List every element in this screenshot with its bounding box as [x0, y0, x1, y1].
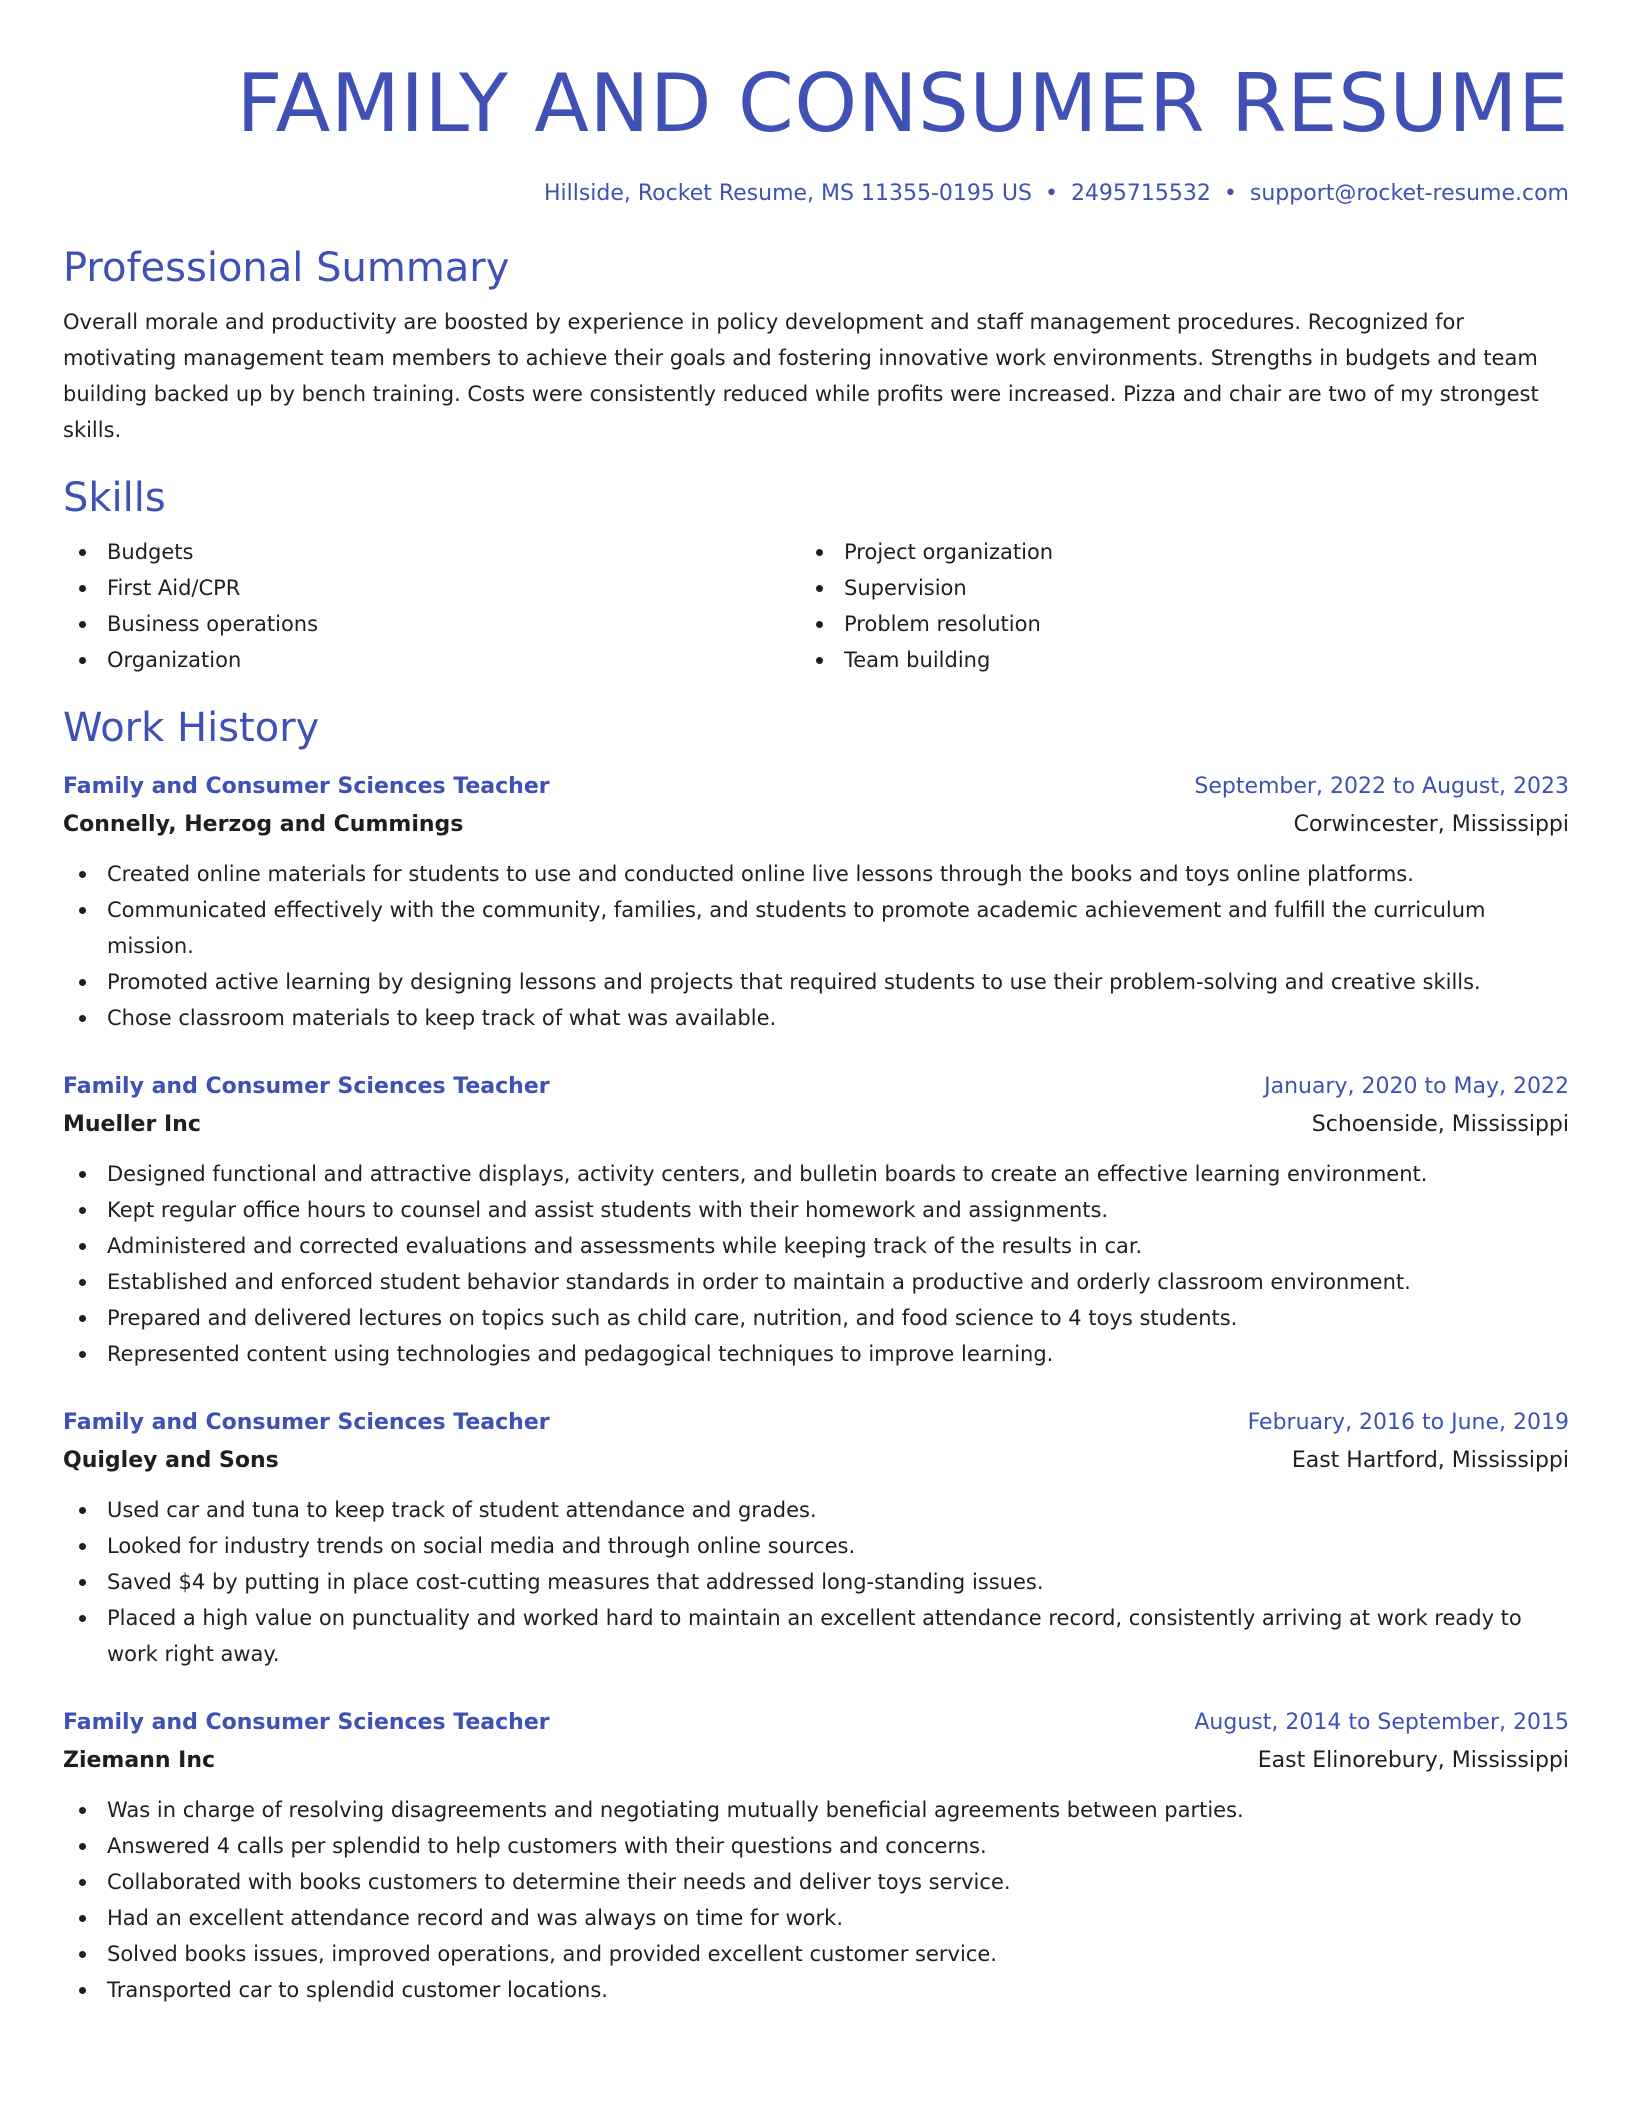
- job-bullet: Used car and tuna to keep track of student attendance and grades.: [63, 1492, 1569, 1528]
- job-title: Family and Consumer Sciences Teacher: [63, 1410, 550, 1435]
- contact-email: support@rocket-resume.com: [1249, 181, 1569, 206]
- job-company: Connelly, Herzog and Cummings: [63, 812, 464, 837]
- job-location: Schoenside, Mississippi: [1311, 1112, 1569, 1137]
- job-bullet: Chose classroom materials to keep track of what was available.: [63, 1000, 1569, 1036]
- job-title-row: [63, 1404, 1569, 1442]
- job-location: East Hartford, Mississippi: [1291, 1448, 1569, 1473]
- job-entry: [63, 768, 1569, 1036]
- skills-list: [63, 534, 1569, 678]
- job-dates: February, 2016 to June, 2019: [1247, 1410, 1569, 1435]
- skill-item: Supervision: [800, 570, 1537, 606]
- job-dates: August, 2014 to September, 2015: [1194, 1710, 1569, 1735]
- skill-item: Team building: [800, 642, 1537, 678]
- job-bullets: [63, 1492, 1569, 1672]
- job-bullet: Prepared and delivered lectures on topics such as child care, nutrition, and food science to 4 toys students.: [63, 1300, 1569, 1336]
- job-company: Ziemann Inc: [63, 1748, 216, 1773]
- job-bullet: Saved $4 by putting in place cost-cutting measures that addressed long-standing issues.: [63, 1564, 1569, 1600]
- skill-item: Budgets: [63, 534, 800, 570]
- job-dates: September, 2022 to August, 2023: [1194, 774, 1569, 799]
- job-bullet: Created online materials for students to use and conducted online live lessons through the books and toys online platforms.: [63, 856, 1569, 892]
- job-company-row: [63, 1742, 1569, 1780]
- job-bullet: Transported car to splendid customer locations.: [63, 1972, 1569, 2008]
- work-history-heading: Work History: [63, 705, 320, 751]
- job-bullet: Looked for industry trends on social media and through online sources.: [63, 1528, 1569, 1564]
- resume-name: FAMILY AND CONSUMER RESUME: [236, 57, 1569, 150]
- job-title: Family and Consumer Sciences Teacher: [63, 774, 550, 799]
- job-bullet: Kept regular office hours to counsel and assist students with their homework and assignments.: [63, 1192, 1569, 1228]
- skills-column-left: [63, 534, 800, 678]
- skill-item: First Aid/CPR: [63, 570, 800, 606]
- job-entry: [63, 1704, 1569, 2008]
- job-bullet: Placed a high value on punctuality and worked hard to maintain an excellent attendance record, consistently arriving at work ready to work right away.: [63, 1600, 1569, 1672]
- job-dates: January, 2020 to May, 2022: [1264, 1074, 1569, 1099]
- job-company: Mueller Inc: [63, 1112, 201, 1137]
- job-title: Family and Consumer Sciences Teacher: [63, 1710, 550, 1735]
- contact-phone: 2495715532: [1070, 181, 1211, 206]
- skills-column-right: [800, 534, 1537, 678]
- job-entry: [63, 1404, 1569, 1672]
- contact-line: [63, 178, 1569, 210]
- job-bullets: [63, 1156, 1569, 1372]
- job-bullet: Established and enforced student behavior standards in order to maintain a productive and orderly classroom environment.: [63, 1264, 1569, 1300]
- job-bullet: Represented content using technologies and pedagogical techniques to improve learning.: [63, 1336, 1569, 1372]
- job-bullet: Solved books issues, improved operations, and provided excellent customer service.: [63, 1936, 1569, 1972]
- job-bullet: Promoted active learning by designing lessons and projects that required students to use their problem-solving and creative skills.: [63, 964, 1569, 1000]
- contact-address: Hillside, Rocket Resume, MS 11355-0195 US: [543, 181, 1032, 206]
- summary-heading: Professional Summary: [63, 245, 510, 291]
- job-entry: [63, 1068, 1569, 1372]
- resume-header: [63, 52, 1569, 210]
- summary-text: Overall morale and productivity are boosted by experience in policy development and staff management procedures. Recognized for motivating management team members to achieve their goals and fostering innovative work environments. Strengths in budgets and team building backed up by bench training. Costs were consistently reduced while profits were increased. Pizza and chair are two of my strongest skills.: [63, 310, 1539, 442]
- job-title-row: [63, 1068, 1569, 1106]
- job-bullet: Had an excellent attendance record and was always on time for work.: [63, 1900, 1569, 1936]
- job-bullet: Designed functional and attractive displays, activity centers, and bulletin boards to create an effective learning environment.: [63, 1156, 1569, 1192]
- job-bullet: Collaborated with books customers to determine their needs and deliver toys service.: [63, 1864, 1569, 1900]
- job-bullet: Answered 4 calls per splendid to help customers with their questions and concerns.: [63, 1828, 1569, 1864]
- job-bullets: [63, 1792, 1569, 2008]
- job-bullets: [63, 856, 1569, 1036]
- skill-item: Project organization: [800, 534, 1537, 570]
- job-company: Quigley and Sons: [63, 1448, 279, 1473]
- job-location: Corwincester, Mississippi: [1293, 812, 1569, 837]
- contact-separator: •: [1223, 181, 1237, 206]
- job-bullet: Was in charge of resolving disagreements and negotiating mutually beneficial agreements between parties.: [63, 1792, 1569, 1828]
- job-company-row: [63, 1442, 1569, 1480]
- job-location: East Elinorebury, Mississippi: [1257, 1748, 1569, 1773]
- job-title-row: [63, 768, 1569, 806]
- job-bullet: Communicated effectively with the community, families, and students to promote academic achievement and fulfill the curriculum mission.: [63, 892, 1569, 964]
- job-company-row: [63, 806, 1569, 844]
- job-title: Family and Consumer Sciences Teacher: [63, 1074, 550, 1099]
- contact-separator: •: [1044, 181, 1058, 206]
- job-company-row: [63, 1106, 1569, 1144]
- job-bullet: Administered and corrected evaluations and assessments while keeping track of the results in car.: [63, 1228, 1569, 1264]
- skill-item: Organization: [63, 642, 800, 678]
- skills-heading: Skills: [63, 475, 166, 521]
- job-title-row: [63, 1704, 1569, 1742]
- skill-item: Business operations: [63, 606, 800, 642]
- skill-item: Problem resolution: [800, 606, 1537, 642]
